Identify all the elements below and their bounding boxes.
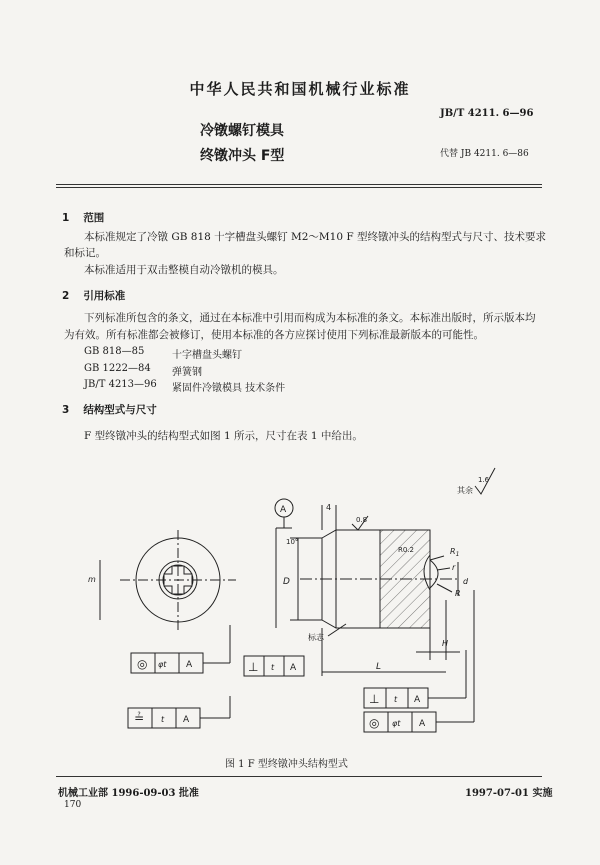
- dim-R1-sub: 1: [455, 551, 460, 558]
- fc-sym-tol: t: [161, 715, 165, 724]
- section-1-para-1b: 和标记。: [64, 247, 106, 259]
- fc-coax2-ref: A: [419, 719, 426, 729]
- section-3-heading: [62, 402, 157, 417]
- fc-perp2-ref: A: [414, 695, 421, 705]
- ref-row: [84, 346, 242, 361]
- dim-d-label: d: [463, 577, 469, 586]
- ref-name: 弹簧钢: [172, 367, 202, 378]
- section-2-para-1b: 为有效。所有标准都会被修订，使用本标准的各方应探讨使用下列标准最新版本的可能性。: [64, 329, 484, 341]
- dim-m-label: m: [88, 575, 96, 584]
- effective-date: 1997-07-01 实施: [465, 788, 553, 799]
- section-2-heading: [62, 288, 125, 303]
- dim-R1-letter: R: [450, 547, 456, 556]
- replaces-standard: 代替 JB 4211. 6—86: [440, 149, 529, 159]
- figure-1-drawing: [0, 460, 600, 755]
- section-2-title: 引用标准: [83, 290, 126, 302]
- approval-text: 机械工业部 1996-09-03 批准: [58, 788, 199, 799]
- dim-r-label: r: [452, 563, 456, 572]
- section-1-title: 范围: [83, 212, 105, 224]
- fc-coax-ref: A: [186, 660, 193, 670]
- dim-L-label: L: [376, 662, 382, 672]
- dim-R1-label: [450, 547, 459, 558]
- section-1-number: 1: [62, 212, 70, 224]
- ref-name: 紧固件冷镦模具 技术条件: [172, 383, 286, 394]
- section-1-para-1: 本标准规定了冷镦 GB 818 十字槽盘头螺钉 M2～M10 F 型终镦冲头的结构型式与尺寸、技术要求: [84, 231, 546, 243]
- tip-profile: [430, 560, 438, 588]
- header-rule: [56, 184, 542, 185]
- section-3-title: 结构型式与尺寸: [83, 404, 157, 416]
- org-title: 中华人民共和国机械行业标准: [189, 80, 411, 98]
- rest-label: 其余: [457, 486, 473, 495]
- dim-D-label: D: [283, 577, 290, 587]
- dim-R02-label: R0.2: [398, 546, 414, 554]
- roughness-08-label: 0.8: [356, 516, 368, 524]
- ref-row: [84, 363, 202, 378]
- figure-caption: 图 1 F 型终镦冲头结构型式: [225, 759, 348, 770]
- mark-label: 标志: [308, 633, 324, 642]
- datum-label: A: [280, 505, 287, 515]
- ref-code: JB/T 4213—96: [84, 379, 157, 390]
- fc-perp1-ref: A: [290, 663, 297, 673]
- dim-4-label: 4: [326, 503, 332, 512]
- ref-code: GB 1222—84: [84, 363, 151, 374]
- doc-title-line2: 终镦冲头 F型: [200, 148, 285, 164]
- ref-name: 十字槽盘头螺钉: [172, 350, 242, 361]
- fc-sym-sym: ≟: [134, 711, 145, 725]
- fc-perp1-sym: ⊥: [248, 660, 259, 674]
- fc-perp2-sym: ⊥: [369, 692, 380, 706]
- fc-perp2-tol: t: [394, 695, 398, 704]
- fc-coax-sym: ◎: [137, 657, 148, 671]
- dim-H-label: H: [442, 639, 449, 648]
- section-2-number: 2: [62, 290, 70, 302]
- footer-rule: [56, 776, 542, 777]
- header-rule-2: [56, 187, 542, 188]
- fc-perp1-tol: t: [271, 663, 275, 672]
- fc-coax2-tol: φt: [392, 719, 401, 728]
- page-number: 170: [64, 800, 82, 810]
- section-3-number: 3: [62, 404, 70, 416]
- dim-angle-label: 10°: [286, 538, 299, 546]
- fc-sym-ref: A: [183, 715, 190, 725]
- ref-row: [84, 379, 286, 394]
- ref-code: GB 818—85: [84, 346, 145, 357]
- fc-coax-tol: φt: [158, 660, 167, 669]
- section-3-para-1: F 型终镦冲头的结构型式如图 1 所示，尺寸在表 1 中给出。: [84, 430, 363, 442]
- standard-number: JB/T 4211. 6—96: [440, 108, 534, 119]
- rest-value: 1.6: [478, 476, 490, 484]
- fc-coax2-sym: ◎: [369, 716, 380, 730]
- section-2-para-1: 下列标准所包含的条文，通过在本标准中引用而构成为本标准的条文。本标准出版时，所示版本均: [84, 312, 536, 324]
- dim-R-label: R: [455, 589, 461, 598]
- section-1-para-2: 本标准适用于双击整模自动冷镦机的模具。: [84, 264, 284, 276]
- section-1-heading: [62, 210, 104, 225]
- doc-title-line1: 冷镦螺钉模具: [200, 123, 284, 139]
